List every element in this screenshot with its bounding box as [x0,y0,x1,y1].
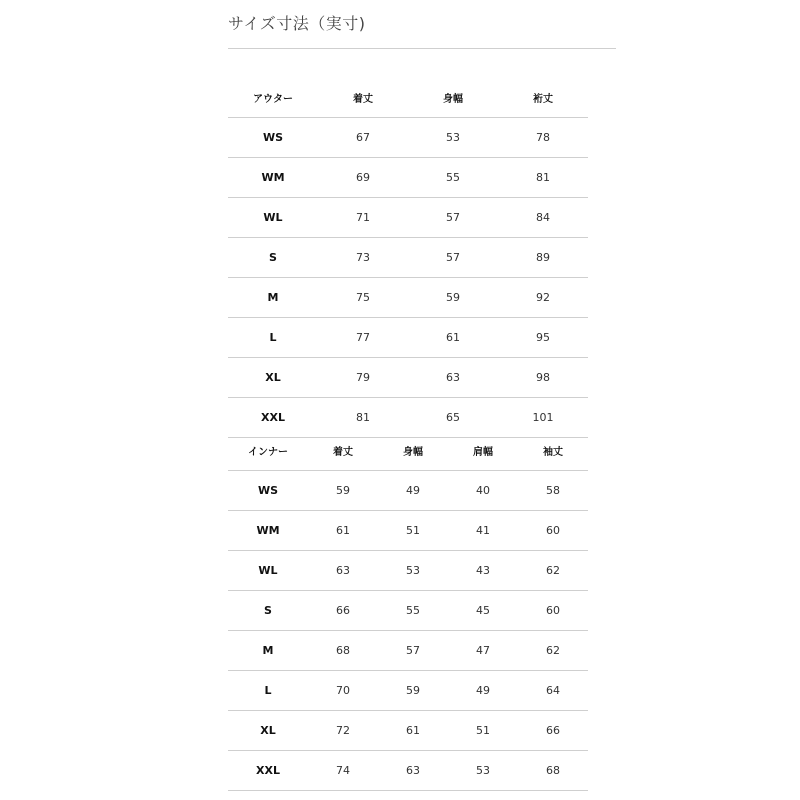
width-cell: 53 [408,118,498,158]
size-cell: M [228,631,308,671]
outer-size-table [228,78,588,438]
length-cell: 75 [318,278,408,318]
shoulder-width-cell: 40 [448,471,518,511]
table-row [228,631,588,671]
shoulder-width-cell: 41 [448,511,518,551]
sleeve-length-cell: 78 [498,118,588,158]
width-cell: 55 [408,158,498,198]
length-cell: 73 [318,238,408,278]
table-row [228,238,588,278]
length-cell: 63 [308,551,378,591]
sleeve-length-cell: 66 [518,711,588,751]
shoulder-width-cell: 53 [448,751,518,791]
table-row [228,671,588,711]
width-cell: 65 [408,398,498,438]
sleeve-length-cell: 60 [518,591,588,631]
length-cell: 70 [308,671,378,711]
header-width: 身幅 [408,78,498,118]
header-sleeve-length: 袖丈 [518,431,588,471]
page-title: サイズ寸法（実寸) [228,14,366,33]
size-cell: XL [228,711,308,751]
size-cell: WL [228,551,308,591]
sleeve-length-cell: 81 [498,158,588,198]
table-row [228,551,588,591]
shoulder-width-cell: 49 [448,671,518,711]
sleeve-length-cell: 95 [498,318,588,358]
table-header-row [228,78,588,118]
table-row [228,591,588,631]
length-cell: 68 [308,631,378,671]
length-cell: 69 [318,158,408,198]
width-cell: 61 [378,711,448,751]
inner-size-table [228,431,588,791]
shoulder-width-cell: 51 [448,711,518,751]
size-cell: WS [228,118,318,158]
length-cell: 61 [308,511,378,551]
size-cell: WL [228,198,318,238]
sleeve-length-cell: 101 [498,398,588,438]
table-row [228,118,588,158]
size-cell: L [228,318,318,358]
shoulder-width-cell: 45 [448,591,518,631]
table-row [228,198,588,238]
sleeve-length-cell: 62 [518,631,588,671]
header-length: 着丈 [318,78,408,118]
width-cell: 63 [408,358,498,398]
sleeve-length-cell: 89 [498,238,588,278]
size-cell: XXL [228,751,308,791]
width-cell: 57 [408,238,498,278]
sleeve-length-cell: 84 [498,198,588,238]
size-cell: XXL [228,398,318,438]
width-cell: 63 [378,751,448,791]
size-cell: S [228,238,318,278]
table-row [228,471,588,511]
length-cell: 72 [308,711,378,751]
header-outer: アウター [228,78,318,118]
table-row [228,278,588,318]
width-cell: 53 [378,551,448,591]
length-cell: 67 [318,118,408,158]
length-cell: 66 [308,591,378,631]
length-cell: 71 [318,198,408,238]
header-shoulder-width: 肩幅 [448,431,518,471]
table-row [228,358,588,398]
width-cell: 59 [408,278,498,318]
table-row [228,318,588,358]
sleeve-length-cell: 92 [498,278,588,318]
length-cell: 74 [308,751,378,791]
table-row [228,711,588,751]
table-row [228,511,588,551]
size-cell: L [228,671,308,711]
length-cell: 81 [318,398,408,438]
header-width: 身幅 [378,431,448,471]
sleeve-length-cell: 60 [518,511,588,551]
width-cell: 57 [408,198,498,238]
size-cell: XL [228,358,318,398]
length-cell: 79 [318,358,408,398]
header-sleeve-length: 裄丈 [498,78,588,118]
size-cell: WS [228,471,308,511]
width-cell: 61 [408,318,498,358]
width-cell: 59 [378,671,448,711]
shoulder-width-cell: 43 [448,551,518,591]
sleeve-length-cell: 62 [518,551,588,591]
table-row [228,751,588,791]
size-cell: WM [228,158,318,198]
size-cell: WM [228,511,308,551]
sleeve-length-cell: 64 [518,671,588,711]
sleeve-length-cell: 98 [498,358,588,398]
width-cell: 49 [378,471,448,511]
size-cell: S [228,591,308,631]
width-cell: 57 [378,631,448,671]
length-cell: 59 [308,471,378,511]
size-cell: M [228,278,318,318]
table-row [228,158,588,198]
title-divider [228,48,616,49]
header-inner: インナー [228,431,308,471]
shoulder-width-cell: 47 [448,631,518,671]
width-cell: 55 [378,591,448,631]
table-header-row [228,431,588,471]
header-length: 着丈 [308,431,378,471]
width-cell: 51 [378,511,448,551]
sleeve-length-cell: 58 [518,471,588,511]
sleeve-length-cell: 68 [518,751,588,791]
length-cell: 77 [318,318,408,358]
